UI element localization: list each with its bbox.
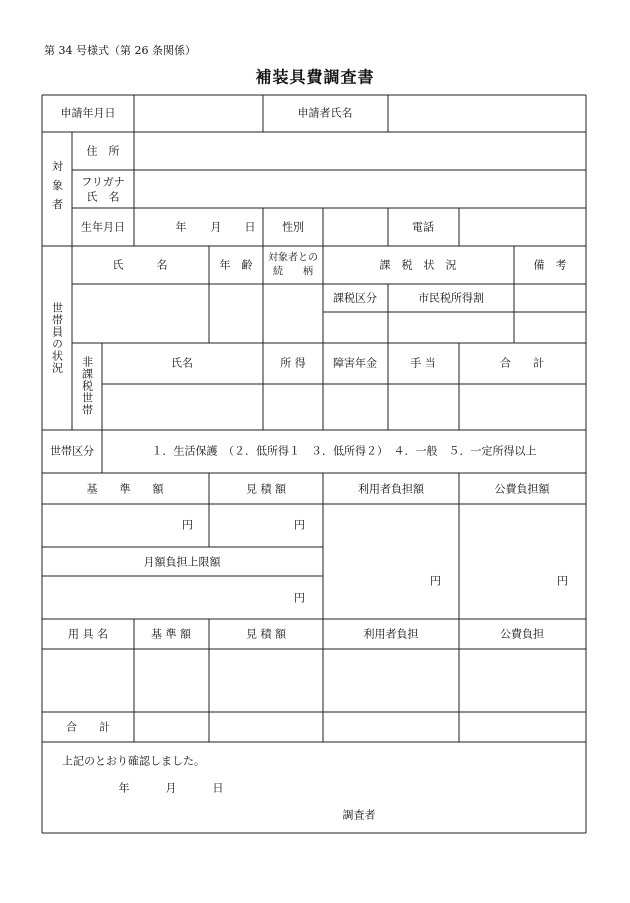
user-burden-label: 利用者負担額	[358, 482, 424, 496]
household-category-options: １．生活保護 （２．低所得１ ３．低所得２） ４．一般 ５．一定所得以上	[151, 444, 537, 458]
non-taxable-label: 非課税世帯	[80, 356, 94, 416]
public-burden-label: 公費負担額	[494, 482, 550, 496]
confirmation-year: 年	[118, 781, 130, 795]
standard-yen: 円	[182, 518, 193, 532]
nt-col-income: 所 得	[280, 356, 306, 370]
confirmation-text: 上記のとおり確認しました。	[62, 754, 205, 768]
nt-col-allowance: 手 当	[410, 356, 436, 370]
household-col-remarks: 備 考	[533, 258, 567, 272]
address-label: 住 所	[86, 144, 120, 158]
items-col-estimate: 見 積 額	[246, 627, 286, 641]
items-col-public-burden: 公費負担	[500, 627, 544, 641]
household-col-relation-1: 対象者との	[268, 252, 318, 264]
investigator-label: 調査者	[342, 808, 376, 822]
birth-day-label: 日	[244, 220, 256, 234]
household-section-label: 世帯員の状況	[50, 302, 64, 374]
standard-amount-label: 基 準 額	[86, 482, 164, 496]
page-title: 補装具費調査書	[255, 67, 375, 87]
items-col-standard: 基 準 額	[151, 627, 191, 641]
household-col-name: 氏 名	[112, 258, 168, 272]
gender-label: 性別	[282, 220, 304, 234]
nt-col-pension: 障害年金	[333, 356, 377, 370]
form-number: 第 34 号様式（第 26 条関係）	[44, 44, 196, 57]
household-col-relation-2: 続 柄	[273, 266, 313, 278]
nt-col-total: 合 計	[500, 356, 544, 370]
estimate-amount-label: 見 積 額	[246, 482, 286, 496]
municipal-tax-label: 市民税所得割	[418, 291, 484, 305]
name-label: 氏 名	[86, 190, 120, 204]
household-category-label: 世帯区分	[50, 444, 94, 458]
items-total-label: 合 計	[66, 720, 110, 734]
public-burden-yen: 円	[557, 574, 568, 588]
application-date-label: 申請年月日	[60, 106, 116, 120]
nt-col-name: 氏名	[171, 356, 193, 370]
items-col-name: 用 具 名	[68, 627, 108, 641]
birth-year-label: 年	[175, 220, 187, 234]
household-col-age: 年 齢	[219, 258, 253, 272]
tax-category-label: 課税区分	[333, 291, 377, 305]
confirmation-month: 月	[165, 781, 177, 795]
subject-section-label: 対象者	[50, 160, 64, 218]
applicant-name-label: 申請者氏名	[297, 106, 353, 120]
estimate-yen: 円	[294, 518, 305, 532]
confirmation-day: 日	[212, 781, 224, 795]
items-col-user-burden: 利用者負担	[363, 627, 419, 641]
birth-month-label: 月	[210, 220, 222, 234]
furigana-label: フリガナ	[81, 175, 125, 189]
user-burden-yen: 円	[430, 574, 441, 588]
birthdate-label: 生年月日	[81, 220, 125, 234]
monthly-cap-label: 月額負担上限額	[143, 555, 221, 569]
monthly-cap-yen: 円	[294, 591, 305, 605]
household-col-tax-status: 課 税 状 況	[379, 258, 457, 272]
phone-label: 電話	[412, 220, 434, 234]
